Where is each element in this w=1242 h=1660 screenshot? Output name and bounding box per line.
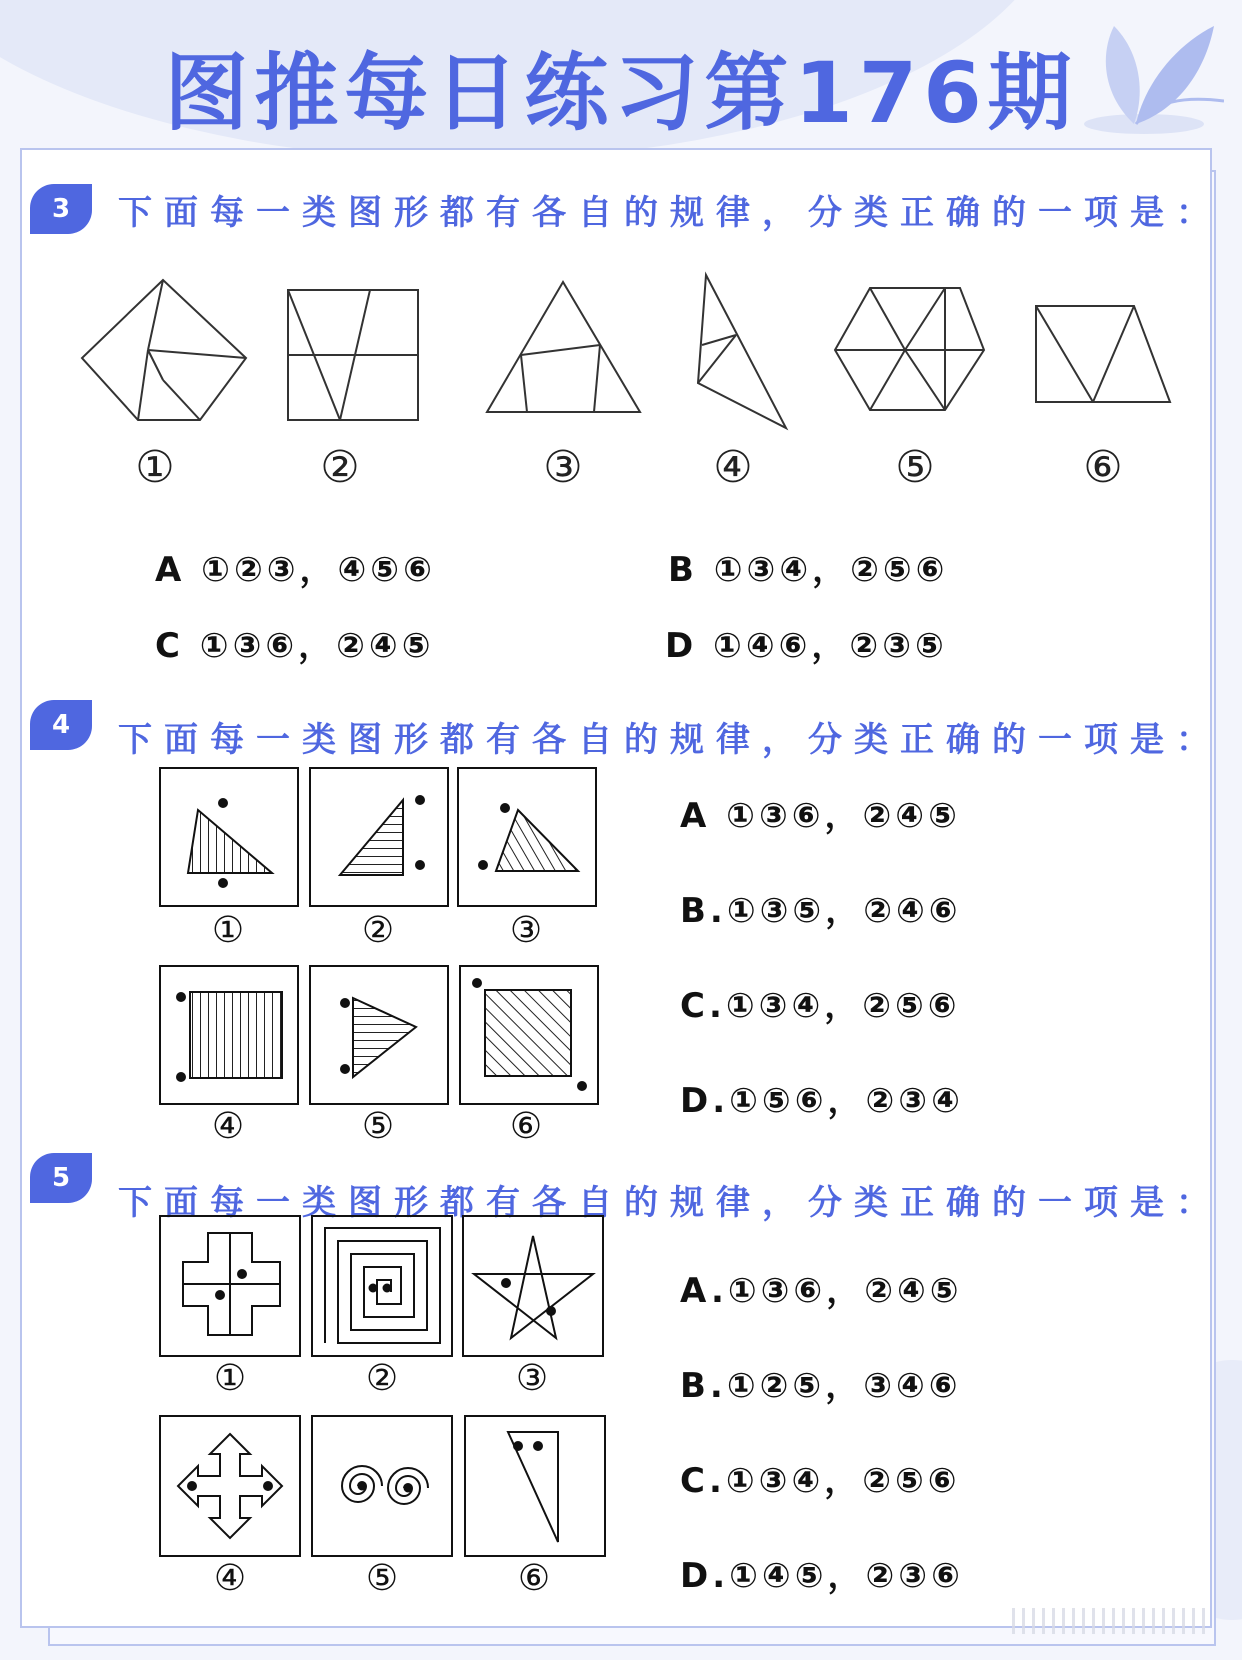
q3-figure-6 [1036,306,1170,402]
q5-option-d[interactable]: D.①④⑤，②③⑥ [680,1556,964,1596]
q5-figure-label-5: ⑤ [365,1558,399,1599]
q5-figure-label-3: ③ [515,1358,549,1399]
q5-figure-label-1: ① [213,1358,247,1399]
q3-figure-label-4: ④ [713,442,753,493]
q4-option-d[interactable]: D.①⑤⑥，②③④ [680,1081,964,1121]
q3-option-c[interactable]: C ①③⑥，②④⑤ [155,626,435,666]
q5-figure-label-6: ⑥ [517,1558,551,1599]
q4-figure-label-5: ⑤ [361,1106,395,1147]
q4-option-b[interactable]: B.①③⑤，②④⑥ [680,891,962,931]
q5-figure-6-frame [465,1416,605,1556]
q5-figure-label-4: ④ [213,1558,247,1599]
q3-figure-4 [698,275,786,428]
q4-figure-label-6: ⑥ [509,1106,543,1147]
q3-option-d[interactable]: D ①④⑥，②③⑤ [665,626,948,666]
question-badge-5: 5 [30,1153,92,1203]
q5-figure-2-frame [312,1216,452,1356]
q3-figure-label-5: ⑤ [895,442,935,493]
q5-figure-5-shape [342,1466,428,1504]
q3-figure-label-6: ⑥ [1083,442,1123,493]
q3-figure-5 [835,288,984,410]
q3-figure-label-3: ③ [543,442,583,493]
watermark-bars [1012,1608,1212,1634]
q5-figure-label-2: ② [365,1358,399,1399]
q3-option-a[interactable]: A ①②③，④⑤⑥ [155,550,436,590]
q3-figure-label-1: ① [135,442,175,493]
q4-figure-label-2: ② [361,910,395,951]
question-prompt-5: 下面每一类图形都有各自的规律，分类正确的一项是： [118,1183,1222,1223]
q5-option-c[interactable]: C.①③④，②⑤⑥ [680,1461,961,1501]
q5-option-b[interactable]: B.①②⑤，③④⑥ [680,1366,962,1406]
q5-figure-4-frame [160,1416,300,1556]
question-prompt-4: 下面每一类图形都有各自的规律，分类正确的一项是： [118,720,1222,760]
question-badge-4: 4 [30,700,92,750]
question-prompt-3: 下面每一类图形都有各自的规律，分类正确的一项是： [118,193,1222,233]
q4-figure-label-3: ③ [509,910,543,951]
q5-figure-3-shape [474,1236,593,1338]
page-title: 图推每日练习第176期 [164,44,1078,142]
question-badge-3: 3 [30,184,92,234]
q4-option-a[interactable]: A ①③⑥，②④⑤ [680,796,961,836]
q3-option-b[interactable]: B ①③④，②⑤⑥ [668,550,949,590]
q5-option-a[interactable]: A.①③⑥，②④⑤ [680,1271,963,1311]
q4-option-c[interactable]: C.①③④，②⑤⑥ [680,986,961,1026]
q4-figure-label-4: ④ [211,1106,245,1147]
q5-figure-2-shape [325,1228,440,1343]
q4-figure-label-1: ① [211,910,245,951]
q5-figure-1-shape [183,1233,280,1335]
q3-figure-label-2: ② [320,442,360,493]
